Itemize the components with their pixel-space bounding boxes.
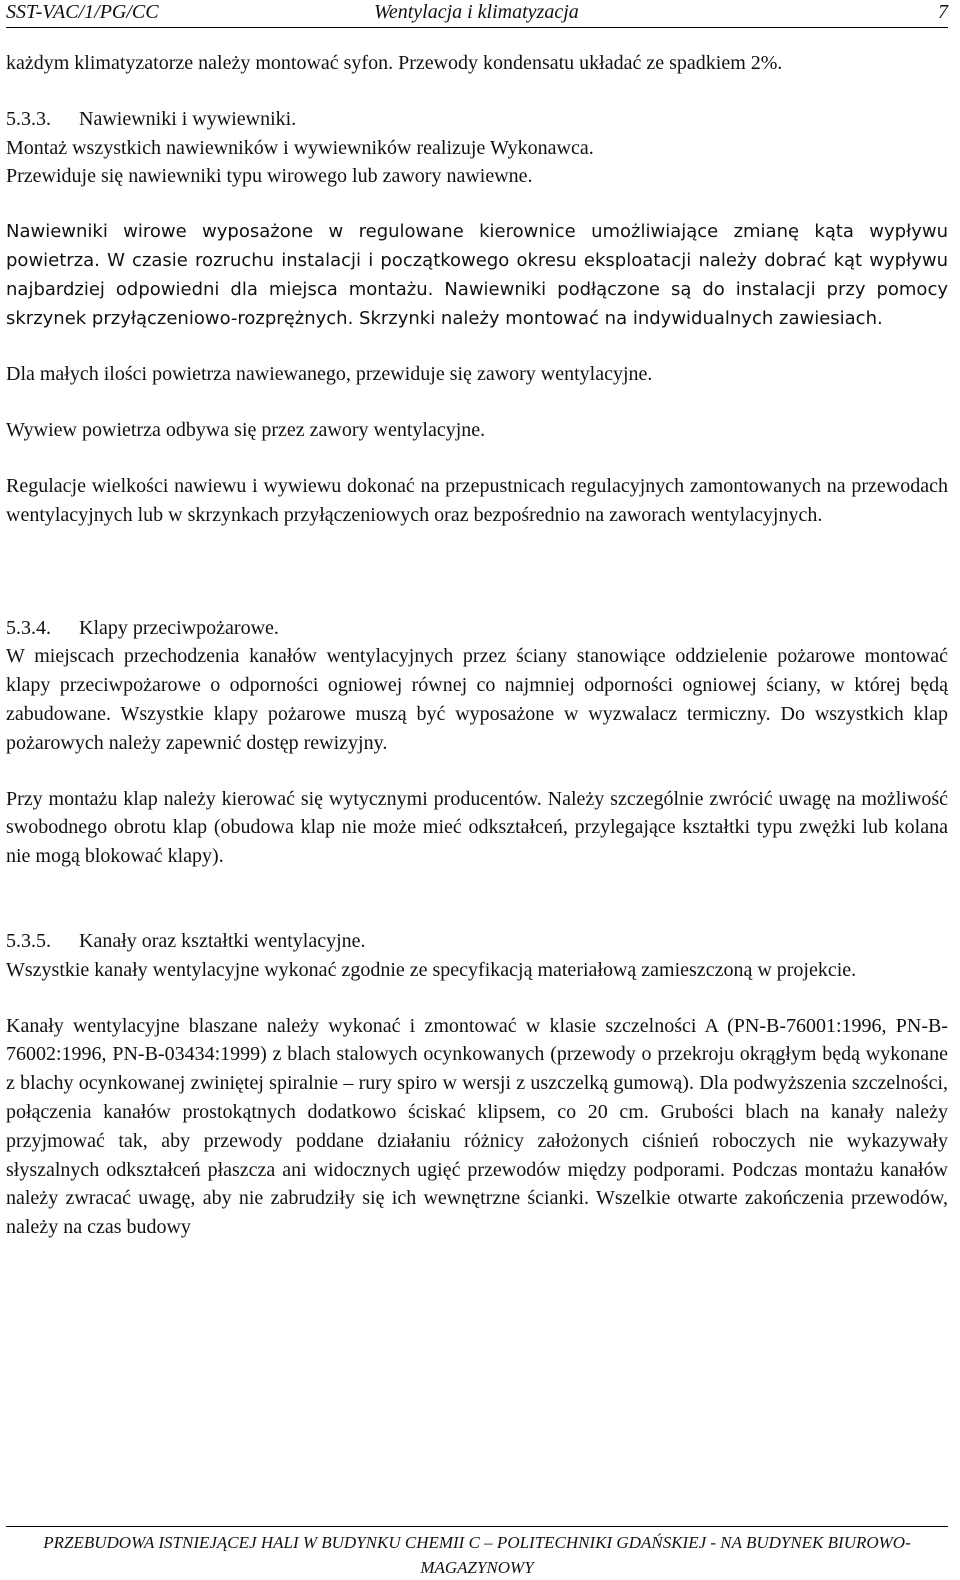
paragraph: Nawiewniki wirowe wyposażone w regulowane kierownice umożliwiające zmianę kąta wypływu powietrza. W czasie rozruchu instalacji i początkowego okresu eksploatacji należy dobrać kąt wypływu najbardziej odpowiedni dla miejsca montażu. Nawiewniki podłączone są do instalacji przy pomocy skrzynek przyłączeniowo-rozprężnych. Skrzynki należy montować na indywidualnych zawiesiach.: [6, 221, 948, 329]
section-title: Nawiewniki i wywiewniki.: [79, 107, 297, 130]
section-heading-5-3-5: [6, 927, 948, 956]
paragraph: Wszystkie kanały wentylacyjne wykonać zgodnie ze specyfikacją materiałową zamieszczoną w projekcie.: [6, 958, 857, 981]
section-title: Klapy przeciwpożarowe.: [79, 616, 279, 639]
page-header: [6, 0, 948, 28]
paragraph: W miejscach przechodzenia kanałów wentylacyjnych przez ściany stanowiące oddzielenie pożarowe montować klapy przeciwpożarowe o odporności ogniowej równej co najmniej odporności ogniowej ściany, w której będą zabudowane. Wszystkie klapy pożarowe muszą być wyposażone w wyzwalacz termiczny. Do wszystkich klap pożarowych należy zapewnić dostęp rewizyjny.: [6, 645, 948, 754]
section-heading-5-3-3: [6, 105, 948, 134]
paragraph: Przewiduje się nawiewniki typu wirowego lub zawory nawiewne.: [6, 165, 533, 188]
paragraph: Regulacje wielkości nawiewu i wywiewu dokonać na przepustnicach regulacyjnych zamontowanych na przewodach wentylacyjnych lub w skrzynkach przyłączeniowych oraz bezpośrednio na zaworach wentylacyjnych.: [6, 474, 948, 526]
section-number: 5.3.3.: [6, 107, 51, 130]
page-body: [6, 49, 948, 1242]
section-title: Kanały oraz kształtki wentylacyjne.: [79, 929, 366, 952]
paragraph: Montaż wszystkich nawiewników i wywiewników realizuje Wykonawca.: [6, 136, 594, 159]
paragraph: Wywiew powietrza odbywa się przez zawory wentylacyjne.: [6, 419, 486, 442]
document-code: SST-VAC/1/PG/CC: [6, 1, 159, 23]
paragraph: Przy montażu klap należy kierować się wytycznymi producentów. Należy szczególnie zwrócić uwagę na możliwość swobodnego obrotu klap (obudowa klap nie może mieć odkształceń, przylegające kształtki typu zwężki lub kolana nie mogą blokować klapy).: [6, 787, 948, 868]
paragraph-continuation: każdym klimatyzatorze należy montować syfon. Przewody kondensatu układać ze spadkiem 2%.: [6, 52, 783, 74]
section-number: 5.3.4.: [6, 616, 51, 639]
paragraph: Dla małych ilości powietrza nawiewanego, przewiduje się zawory wentylacyjne.: [6, 363, 653, 386]
page-number: 7: [938, 1, 948, 23]
section-number: 5.3.5.: [6, 929, 51, 952]
page-footer: PRZEBUDOWA ISTNIEJĄCEJ HALI W BUDYNKU CHEMII C – POLITECHNIKI GDAŃSKIEJ - NA BUDYNEK BIUROWO-MAGAZYNOWY: [6, 1526, 948, 1580]
paragraph: Kanały wentylacyjne blaszane należy wykonać i zmontować w klasie szczelności A (PN-B-76001:1996, PN-B-76002:1996, PN-B-03434:1999) z blach stalowych ocynkowanych (przewody o przekroju okrągłym będą wykonane z blachy ocynkowanej zwiniętej spiralnie – rury spiro w wersji z uszczelką gumową). Dla podwyższenia szczelności, połączenia kanałów prostokątnych dodatkowo ściskać klipsem, co 20 cm. Grubości blach na kanały należy przyjmować tak, aby przewody poddane działaniu różnicy założonych ciśnień roboczych nie wykazywały słyszalnych odkształceń płaszcza ani widocznych ugięć przewodów między podporami. Podczas montażu kanałów należy zwracać uwagę, aby nie zabrudziły się ich wewnętrzne ścianki. Wszelkie otwarte zakończenia przewodów, należy na czas budowy: [6, 1014, 948, 1239]
document-section-title: Wentylacja i klimatyzacja: [374, 1, 579, 23]
section-heading-5-3-4: [6, 614, 948, 643]
